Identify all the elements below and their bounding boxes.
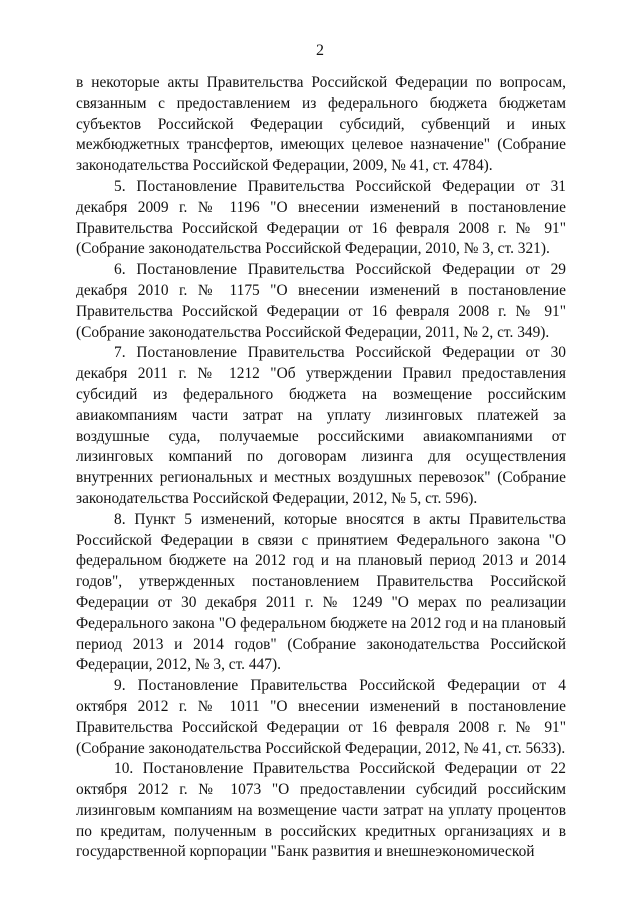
page-number: 2 [316,42,324,59]
list-item-6: 6. Постановление Правительства Российской Федерации от 29 декабря 2010 г. № 1175 "О внесении изменений в постановление Правительства Российской Федерации от 16 февраля 2008 г. № 91" (Собрание законодательства Российской Федерации, 2011, № 2, ст. 349). [76,261,566,341]
list-item-7: 7. Постановление Правительства Российской Федерации от 30 декабря 2011 г. № 1212 "Об утверждении Правил предоставления субсидий из федерального бюджета на возмещение российским авиакомпаниям части затрат на уплату лизинговых платежей за воздушные суда, получаемые российскими авиакомпаниями от лизинговых компаний по договорам лизинга для осуществления внутренних региональных и местных воздушных перевозок" (Собрание законодательства Российской Федерации, 2012, № 5, ст. 596). [76,344,566,507]
list-item-9: 9. Постановление Правительства Российской Федерации от 4 октября 2012 г. № 1011 "О внесении изменений в постановление Правительства Российской Федерации от 16 февраля 2008 г. № 91" (Собрание законодательства Российской Федерации, 2012, № 41, ст. 5633). [76,677,566,757]
document-body [76,73,566,863]
list-item-8: 8. Пункт 5 изменений, которые вносятся в акты Правительства Российской Федерации в связи с принятием Федерального закона "О федеральном бюджете на 2012 год и на плановый период 2013 и 2014 годов", утвержденных постановлением Правительства Российской Федерации от 30 декабря 2011 г. № 1249 "О мерах по реализации Федерального закона "О федеральном бюджете на 2012 год и на плановый период 2013 и 2014 годов" (Собрание законодательства Российской Федерации, 2012, № 3, ст. 447). [76,510,566,674]
list-item-10: 10. Постановление Правительства Российской Федерации от 22 октября 2012 г. № 1073 "О предоставлении субсидий российским лизинговым компаниям на возмещение части затрат на уплату процентов по кредитам, полученным в российских кредитных организациях и в государственной корпорации "Банк развития и внешнеэкономической [76,760,566,861]
paragraph-continuation: в некоторые акты Правительства Российской Федерации по вопросам, связанным с предоставлением из федерального бюджета бюджетам субъектов Российской Федерации субсидий, субвенций и иных межбюджетных трансфертов, имеющих целевое назначение" (Собрание законодательства Российской Федерации, 2009, № 41, ст. 4784). [76,74,566,175]
list-item-5: 5. Постановление Правительства Российской Федерации от 31 декабря 2009 г. № 1196 "О внесении изменений в постановление Правительства Российской Федерации от 16 февраля 2008 г. № 91" (Собрание законодательства Российской Федерации, 2010, № 3, ст. 321). [76,177,566,258]
